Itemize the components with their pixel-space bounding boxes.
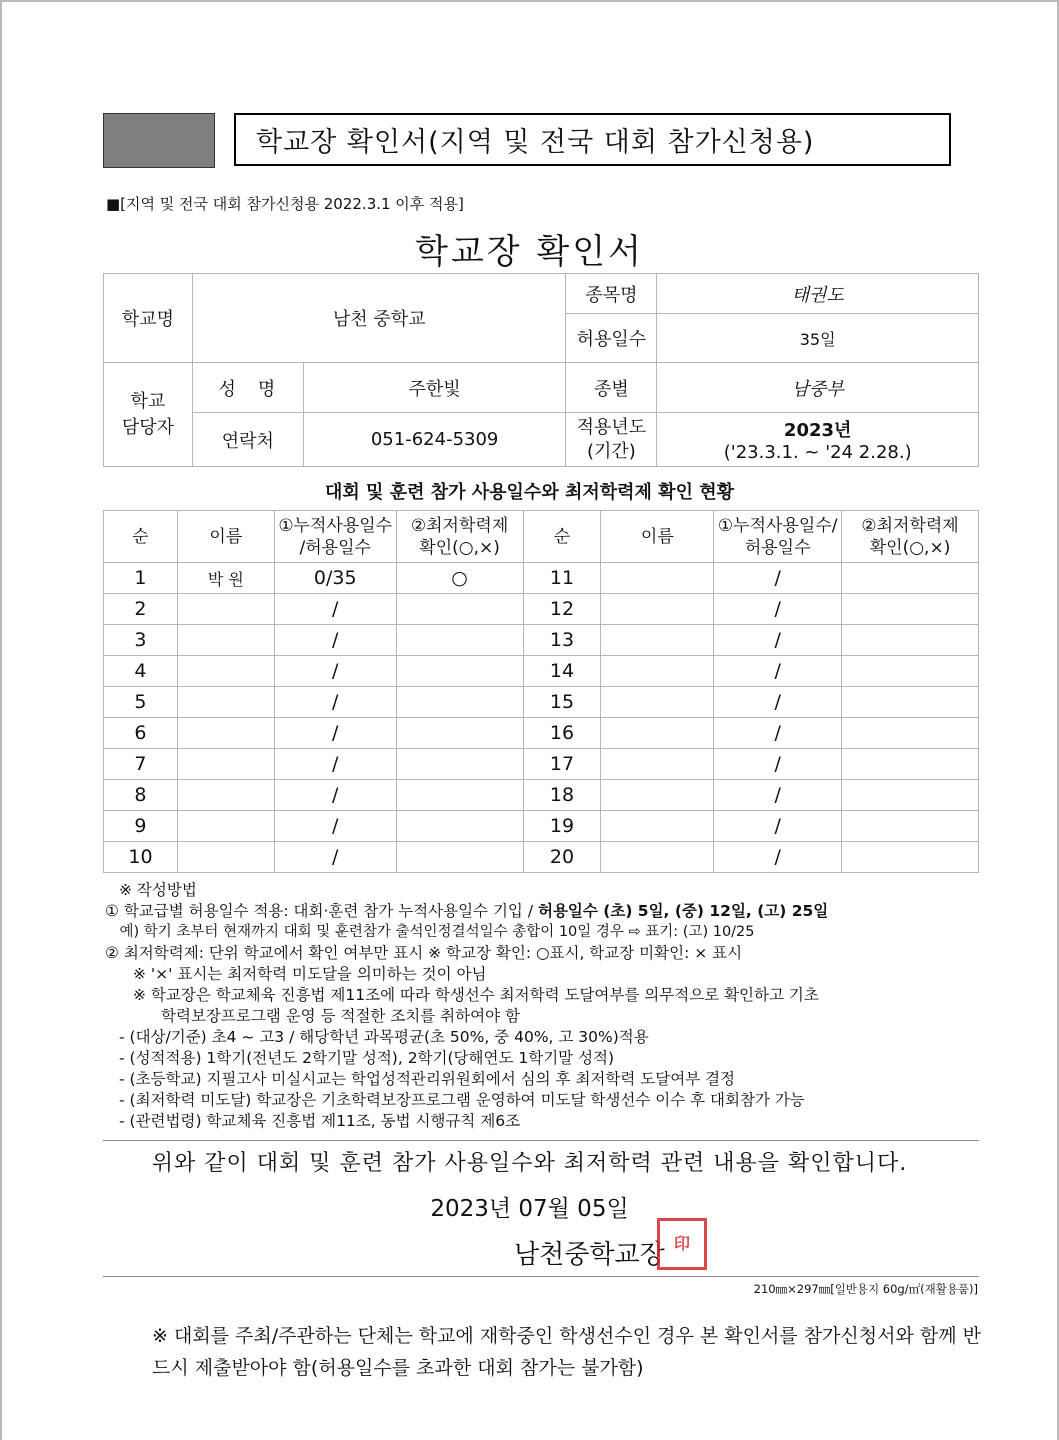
- section-title: 대회 및 훈련 참가 사용일수와 최저학력제 확인 현황: [324, 482, 734, 503]
- cell-r-no: 15: [523, 687, 601, 718]
- cell-l-acad: ○: [396, 563, 523, 594]
- cell-r-usage: /: [714, 780, 842, 811]
- cell-l-usage: /: [274, 811, 396, 842]
- cell-r-no: 18: [523, 780, 601, 811]
- cell-l-name: [177, 625, 274, 656]
- cell-r-name: [601, 780, 714, 811]
- year-value: 2023년: [783, 420, 852, 441]
- cell-l-name: [177, 780, 274, 811]
- header-gray-block: [103, 113, 215, 168]
- note-9: - (관련법령) 학교체육 진흥법 제11조, 동법 시행규칙 제6조: [119, 1112, 521, 1130]
- cell-l-usage: /: [274, 718, 396, 749]
- cell-l-acad: [396, 842, 523, 873]
- divider: [103, 1276, 979, 1277]
- allowed-days-value: 35일: [657, 314, 979, 363]
- header-usage: ①누적사용일수/ 허용일수: [714, 511, 842, 563]
- note-5: - (대상/기준) 초4 ~ 고3 / 해당학년 과목평균(초 50%, 중 40%, 고 30%)적용: [119, 1028, 649, 1046]
- cell-l-name: [177, 842, 274, 873]
- table-row: [104, 780, 979, 811]
- school-seal-stamp: 印: [657, 1218, 707, 1270]
- cell-l-usage: /: [274, 625, 396, 656]
- note-4a: ※ 학교장은 학교체육 진흥법 제11조에 따라 학생선수 최저학력 도달여부를 의무적으로 확인하고 기초: [133, 986, 819, 1004]
- school-label: 학교명: [104, 274, 193, 363]
- header-no: 순: [523, 511, 601, 563]
- cell-l-acad: [396, 780, 523, 811]
- cell-r-no: 14: [523, 656, 601, 687]
- cell-r-no: 17: [523, 749, 601, 780]
- cell-r-usage: /: [714, 687, 842, 718]
- type-value: 남중부: [657, 363, 979, 413]
- cell-r-name: [601, 656, 714, 687]
- cell-l-no: 7: [104, 749, 178, 780]
- contact-value: 051-624-5309: [303, 413, 566, 467]
- type-label: 종별: [566, 363, 657, 413]
- issue-date: 2023년 07월 05일: [430, 1196, 629, 1222]
- cell-l-acad: [396, 811, 523, 842]
- cell-r-name: [601, 563, 714, 594]
- cell-l-usage: 0/35: [274, 563, 396, 594]
- contact-label: 연락처: [192, 413, 303, 467]
- cell-r-acad: [842, 718, 979, 749]
- cell-r-acad: [842, 656, 979, 687]
- cell-l-usage: /: [274, 780, 396, 811]
- cell-l-acad: [396, 749, 523, 780]
- cell-l-name: [177, 718, 274, 749]
- confirmation-statement: 위와 같이 대회 및 훈련 참가 사용일수와 최저학력 관련 내용을 확인합니다.: [151, 1151, 908, 1176]
- table-row: [104, 687, 979, 718]
- cell-l-name: [177, 656, 274, 687]
- cell-r-name: [601, 842, 714, 873]
- cell-l-acad: [396, 625, 523, 656]
- table-row: [104, 842, 979, 873]
- cell-r-name: [601, 594, 714, 625]
- note-2: ② 최저학력제: 단위 학교에서 확인 여부만 표시 ※ 학교장 확인: ○표시, 학교장 미확인: × 표시: [105, 944, 743, 962]
- cell-r-usage: /: [714, 656, 842, 687]
- table-row: [104, 563, 979, 594]
- cell-l-name: [177, 594, 274, 625]
- note-6: - (성적적용) 1학기(전년도 2학기말 성적), 2학기(당해연도 1학기말 성적): [119, 1049, 615, 1067]
- cell-r-acad: [842, 687, 979, 718]
- note-3: ※ '×' 표시는 최저학력 미도달을 의미하는 것이 아님: [133, 965, 487, 983]
- submission-footnote: ※ 대회를 주최/주관하는 단체는 학교에 재학중인 학생선수인 경우 본 확인서를 참가신청서와 함께 반드시 제출받아야 함(허용일수를 초과한 대회 참가는 불가함): [152, 1325, 981, 1379]
- event-label: 종목명: [566, 274, 657, 314]
- year-period: ('23.3.1. ~ '24 2.28.): [723, 442, 912, 463]
- notes-heading: ※ 작성방법: [119, 881, 197, 899]
- school-value: 남천 중학교: [192, 274, 566, 363]
- header-no: 순: [104, 511, 178, 563]
- applicability-note: ■[지역 및 전국 대회 참가신청용 2022.3.1 이후 적용]: [106, 195, 464, 213]
- cell-l-acad: [396, 687, 523, 718]
- form-title-box: [234, 113, 951, 166]
- note-1-example: 예) 학기 초부터 현재까지 대회 및 훈련참가 출석인정결석일수 총합이 10일 경우 ⇨ 표기: (고) 10/25: [105, 924, 755, 940]
- cell-l-name: [177, 749, 274, 780]
- cell-r-usage: /: [714, 563, 842, 594]
- cell-r-usage: /: [714, 718, 842, 749]
- cell-l-no: 3: [104, 625, 178, 656]
- cell-r-name: [601, 687, 714, 718]
- cell-l-no: 9: [104, 811, 178, 842]
- info-table: [103, 273, 979, 467]
- table-row: [104, 811, 979, 842]
- cell-r-usage: /: [714, 842, 842, 873]
- cell-r-usage: /: [714, 811, 842, 842]
- usage-table: [103, 510, 979, 873]
- cell-r-no: 19: [523, 811, 601, 842]
- table-row: [104, 656, 979, 687]
- cell-r-name: [601, 749, 714, 780]
- header-name: 이름: [601, 511, 714, 563]
- instructions: [105, 880, 985, 1132]
- cell-l-no: 6: [104, 718, 178, 749]
- cell-r-acad: [842, 594, 979, 625]
- cell-r-acad: [842, 749, 979, 780]
- cell-l-usage: /: [274, 594, 396, 625]
- cell-l-name: [177, 811, 274, 842]
- table-row: [104, 749, 979, 780]
- table-row: [104, 718, 979, 749]
- cell-r-no: 13: [523, 625, 601, 656]
- cell-r-acad: [842, 780, 979, 811]
- cell-l-usage: /: [274, 656, 396, 687]
- note-1-bold: 허용일수 (초) 5일, (중) 12일, (고) 25일: [537, 902, 829, 920]
- manager-label: 학교 담당자: [104, 363, 193, 467]
- name-label: 성 명: [192, 363, 303, 413]
- cell-l-acad: [396, 594, 523, 625]
- year-label: 적용년도 (기간): [566, 413, 657, 467]
- table-row: [104, 625, 979, 656]
- form-title: 학교장 확인서(지역 및 전국 대회 참가신청용): [256, 127, 815, 158]
- name-value: 주한빛: [303, 363, 566, 413]
- cell-l-acad: [396, 656, 523, 687]
- year-cell: [657, 413, 979, 467]
- cell-r-acad: [842, 625, 979, 656]
- cell-l-no: 2: [104, 594, 178, 625]
- cell-l-name: 박 원: [177, 563, 274, 594]
- cell-l-no: 1: [104, 563, 178, 594]
- cell-l-no: 8: [104, 780, 178, 811]
- cell-l-no: 10: [104, 842, 178, 873]
- cell-r-acad: [842, 811, 979, 842]
- cell-r-no: 12: [523, 594, 601, 625]
- cell-l-usage: /: [274, 842, 396, 873]
- cell-l-no: 4: [104, 656, 178, 687]
- cell-r-name: [601, 718, 714, 749]
- cell-r-acad: [842, 842, 979, 873]
- cell-l-no: 5: [104, 687, 178, 718]
- cell-r-name: [601, 625, 714, 656]
- header-academic: ②최저학력제 확인(○,×): [842, 511, 979, 563]
- note-1-text: ① 학교급별 허용일수 적용: 대회·훈련 참가 누적사용일수 기입 /: [105, 902, 538, 920]
- cell-r-usage: /: [714, 625, 842, 656]
- paper-spec: 210㎜×297㎜[일반용지 60g/㎡(재활용품)]: [753, 1282, 978, 1296]
- cell-l-usage: /: [274, 749, 396, 780]
- cell-l-usage: /: [274, 687, 396, 718]
- header-usage: ①누적사용일수 /허용일수: [274, 511, 396, 563]
- cell-l-acad: [396, 718, 523, 749]
- cell-r-no: 16: [523, 718, 601, 749]
- allowed-days-label: 허용일수: [566, 314, 657, 363]
- event-value: 태권도: [657, 274, 979, 314]
- principal-signature: 남천중학교장: [514, 1240, 665, 1270]
- cell-r-acad: [842, 563, 979, 594]
- divider: [103, 1140, 979, 1141]
- table-row: [104, 594, 979, 625]
- header-academic: ②최저학력제 확인(○,×): [396, 511, 523, 563]
- note-4b: 학력보장프로그램 운영 등 적절한 조치를 취하여야 함: [161, 1007, 520, 1025]
- cell-r-usage: /: [714, 594, 842, 625]
- cell-r-no: 11: [523, 563, 601, 594]
- cell-l-name: [177, 687, 274, 718]
- cell-r-usage: /: [714, 749, 842, 780]
- cell-r-name: [601, 811, 714, 842]
- note-7: - (초등학교) 지필고사 미실시교는 학업성적관리위원회에서 심의 후 최저학력 도달여부 결정: [119, 1070, 736, 1088]
- note-8: - (최저학력 미도달) 학교장은 기초학력보장프로그램 운영하여 미도달 학생선수 이수 후 대회참가 가능: [119, 1091, 805, 1109]
- note-1: [105, 901, 985, 922]
- header-name: 이름: [177, 511, 274, 563]
- cell-r-no: 20: [523, 842, 601, 873]
- page-title: 학교장 확인서: [415, 232, 644, 272]
